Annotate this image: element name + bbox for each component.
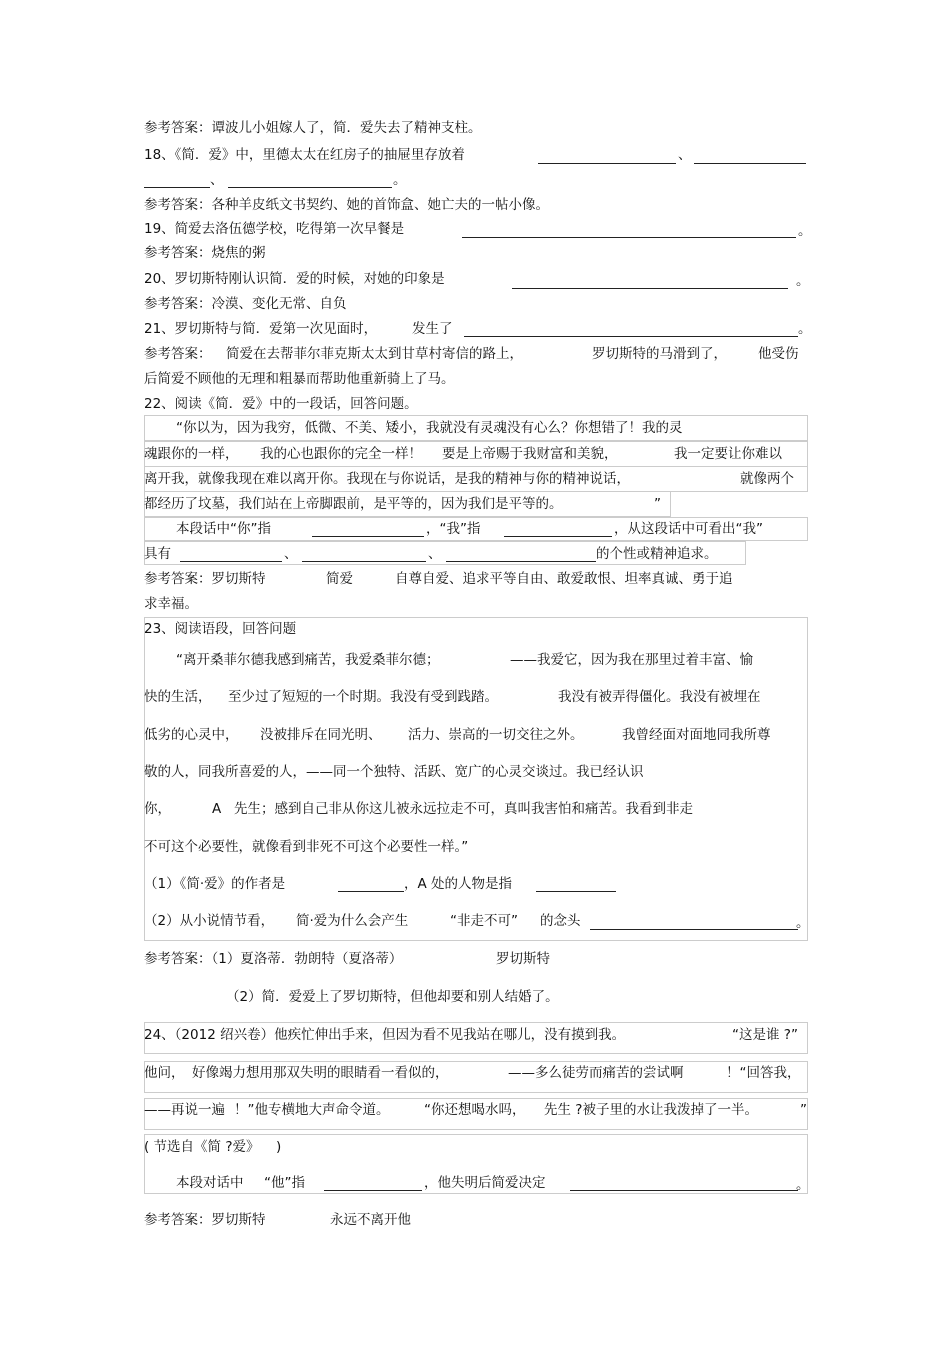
separator: 、 bbox=[678, 147, 692, 163]
answer-20: 参考答案：冷漠、变化无常、自负 bbox=[144, 296, 347, 312]
answer-21-part: 他受伤 bbox=[758, 346, 799, 362]
question-23-sub2: 简·爱为什么会产生 bbox=[296, 913, 409, 929]
question-18: 18、《简．爱》中，里德太太在红房子的抽屉里存放着 bbox=[144, 147, 465, 163]
answer-22: 简爱 bbox=[326, 571, 353, 587]
separator: 、 bbox=[284, 546, 298, 562]
answer-23-line2: （2）简．爱爱上了罗切斯特，但他却要和别人结婚了。 bbox=[226, 989, 559, 1005]
answer-21-part: 简爱在去帮菲尔菲克斯太太到甘草村寄信的路上， bbox=[226, 346, 523, 362]
answer-blank-18-4[interactable] bbox=[228, 187, 392, 188]
answer-24: 永远不离开他 bbox=[330, 1212, 411, 1228]
answer-21-label: 参考答案： bbox=[144, 346, 212, 362]
passage-23-line1: ——我爱它，因为我在那里过着丰富、愉 bbox=[510, 652, 753, 668]
separator: 、 bbox=[210, 172, 224, 188]
passage-22-line3: 就像两个 bbox=[740, 471, 794, 487]
answer-23: 参考答案：（1）夏洛蒂．勃朗特（夏洛蒂） bbox=[144, 951, 403, 967]
passage-23-line3: 没被排斥在同光明、 bbox=[260, 727, 382, 743]
period: 。 bbox=[393, 172, 407, 188]
answer-blank-23-author[interactable] bbox=[338, 891, 404, 892]
passage-23-line3: 低劣的心灵中， bbox=[144, 727, 239, 743]
answer-blank-23-reason[interactable] bbox=[590, 929, 798, 930]
passage-22-line4: 都经历了坟墓，我们站在上帝脚跟前，是平等的，因为我们是平等的。 bbox=[144, 496, 563, 512]
question-22-sub1: ，“我”指 bbox=[426, 521, 481, 537]
question-24-sub: “他”指 bbox=[264, 1175, 305, 1191]
answer-blank-18-1[interactable] bbox=[538, 163, 676, 164]
answer-blank-19[interactable] bbox=[462, 237, 796, 238]
answer-19: 参考答案：烧焦的粥 bbox=[144, 245, 266, 261]
question-22-sub2: 的个性或精神追求。 bbox=[596, 546, 718, 562]
passage-24-source: ) bbox=[276, 1139, 282, 1155]
answer-23: 罗切斯特 bbox=[496, 951, 550, 967]
question-24: 24、（2012 绍兴卷）他疾忙伸出手来，但因为看不见我站在哪儿，没有摸到我。 bbox=[144, 1027, 626, 1043]
passage-23-line2: 至少过了短短的一个时期。我没有受到践踏。 bbox=[228, 689, 498, 705]
question-22-sub2: 具有 bbox=[144, 546, 171, 562]
answer-blank-22-you[interactable] bbox=[312, 536, 424, 537]
passage-23-line4: 敬的人，同我所喜爱的人，——同一个独特、活跃、宽广的心灵交谈过。我已经认识 bbox=[144, 764, 644, 780]
passage-24-line3: 先生 ?被子里的水让我泼掉了一半。 bbox=[544, 1102, 758, 1118]
passage-23-line5: 你， bbox=[144, 801, 171, 817]
question-19: 19、简爱去洛伍德学校，吃得第一次早餐是 bbox=[144, 221, 405, 237]
question-23-sub2: “非走不可” bbox=[450, 913, 518, 929]
passage-23-line2: 快的生活， bbox=[144, 689, 212, 705]
passage-23-line5: 先生；感到自己非从你这儿被永远拉走不可，真叫我害怕和痛苦。我看到非走 bbox=[234, 801, 693, 817]
question-23: 23、阅读语段，回答问题 bbox=[144, 621, 297, 637]
question-24-sub: ，他失明后简爱决定 bbox=[424, 1175, 546, 1191]
period: 。 bbox=[796, 915, 810, 931]
question-24: “这是谁 ?” bbox=[732, 1027, 798, 1043]
passage-22-line2: 我一定要让你难以 bbox=[674, 446, 782, 462]
passage-24-line3: “你还想喝水吗， bbox=[424, 1102, 526, 1118]
passage-24-line2: 他问， bbox=[144, 1065, 185, 1081]
passage-24-source: ( 节选自《简 ?爱》 bbox=[144, 1139, 260, 1155]
passage-24-line2: 好像竭力想用那双失明的眼睛看一看似的， bbox=[192, 1065, 449, 1081]
passage-22-line2: 魂跟你的一样， bbox=[144, 446, 239, 462]
answer-24: 参考答案：罗切斯特 bbox=[144, 1212, 266, 1228]
question-23-sub2: （2）从小说情节看， bbox=[144, 913, 275, 929]
answer-22-line2: 求幸福。 bbox=[144, 596, 198, 612]
answer-blank-18-2[interactable] bbox=[694, 163, 806, 164]
passage-24-line3: ——再说一遍 bbox=[144, 1102, 225, 1118]
passage-23-line3: 我曾经面对面地同我所尊 bbox=[622, 727, 771, 743]
answer-22: 自尊自爱、追求平等自由、敢爱敢恨、坦率真诚、勇于追 bbox=[395, 571, 733, 587]
passage-22-line1: “你以为，因为我穷，低微、不美、矮小，我就没有灵魂没有心么？你想错了！我的灵 bbox=[176, 420, 683, 436]
answer-blank-20[interactable] bbox=[512, 288, 788, 289]
passage-22-line4: ” bbox=[654, 496, 661, 512]
answer-21-part: 罗切斯特的马滑到了， bbox=[592, 346, 727, 362]
period: 。 bbox=[796, 273, 810, 289]
answer-21-line2: 后简爱不顾他的无理和粗暴而帮助他重新骑上了马。 bbox=[144, 371, 455, 387]
answer-blank-21[interactable] bbox=[464, 336, 798, 337]
passage-23-line6: 不可这个必要性，就像看到非死不可这个必要性一样。” bbox=[144, 839, 469, 855]
answer-blank-22-me[interactable] bbox=[504, 536, 612, 537]
passage-23-line1: “离开桑菲尔德我感到痛苦，我爱桑菲尔德； bbox=[176, 652, 440, 668]
answer-22: 参考答案：罗切斯特 bbox=[144, 571, 266, 587]
question-23-sub2: 的念头 bbox=[540, 913, 581, 929]
period: 。 bbox=[796, 1177, 810, 1193]
passage-22-line3: 离开我，就像我现在难以离开你。我现在与你说话，是我的精神与你的精神说话， bbox=[144, 471, 630, 487]
answer-blank-18-3[interactable] bbox=[144, 187, 210, 188]
passage-23-line5: A bbox=[212, 801, 222, 817]
period: 。 bbox=[798, 223, 812, 239]
answer-blank-22-trait1[interactable] bbox=[180, 561, 282, 562]
passage-22-line2: 要是上帝赐于我财富和美貌， bbox=[442, 446, 618, 462]
question-22: 22、阅读《简．爱》中的一段话，回答问题。 bbox=[144, 396, 418, 412]
passage-24-line3: ！”他专横地大声命令道。 bbox=[234, 1102, 390, 1118]
passage-23-line2: 我没有被弄得僵化。我没有被埋在 bbox=[558, 689, 761, 705]
question-22-sub1: ，从这段话中可看出“我” bbox=[614, 521, 763, 537]
answer-blank-23-person[interactable] bbox=[536, 891, 616, 892]
passage-24-line3: ” bbox=[800, 1102, 807, 1118]
passage-24-line2: ——多么徒劳而痛苦的尝试啊 bbox=[508, 1065, 684, 1081]
question-23-sub1: ，A 处的人物是指 bbox=[404, 876, 513, 892]
question-23-sub1: （1）《简·爱》的作者是 bbox=[144, 876, 286, 892]
question-22-sub1: 本段话中“你”指 bbox=[176, 521, 271, 537]
period: 。 bbox=[798, 321, 812, 337]
passage-23-line3: 活力、崇高的一切交往之外。 bbox=[408, 727, 584, 743]
question-21-cont: 发生了 bbox=[412, 321, 453, 337]
answer-blank-22-trait3[interactable] bbox=[446, 561, 596, 562]
separator: 、 bbox=[428, 546, 442, 562]
question-24-sub: 本段对话中 bbox=[176, 1175, 244, 1191]
answer-blank-22-trait2[interactable] bbox=[302, 561, 426, 562]
question-21: 21、罗切斯特与简．爱第一次见面时， bbox=[144, 321, 378, 337]
answer-17: 参考答案：谭波儿小姐嫁人了，简．爱失去了精神支柱。 bbox=[144, 120, 482, 136]
passage-22-line2: 我的心也跟你的完全一样！ bbox=[260, 446, 422, 462]
question-20: 20、罗切斯特刚认识简．爱的时候，对她的印象是 bbox=[144, 271, 445, 287]
answer-blank-24-he[interactable] bbox=[324, 1190, 422, 1191]
answer-blank-24-decision[interactable] bbox=[570, 1190, 798, 1191]
passage-24-line2: ！“回答我， bbox=[726, 1065, 801, 1081]
answer-18: 参考答案：各种羊皮纸文书契约、她的首饰盒、她亡夫的一帖小像。 bbox=[144, 197, 549, 213]
